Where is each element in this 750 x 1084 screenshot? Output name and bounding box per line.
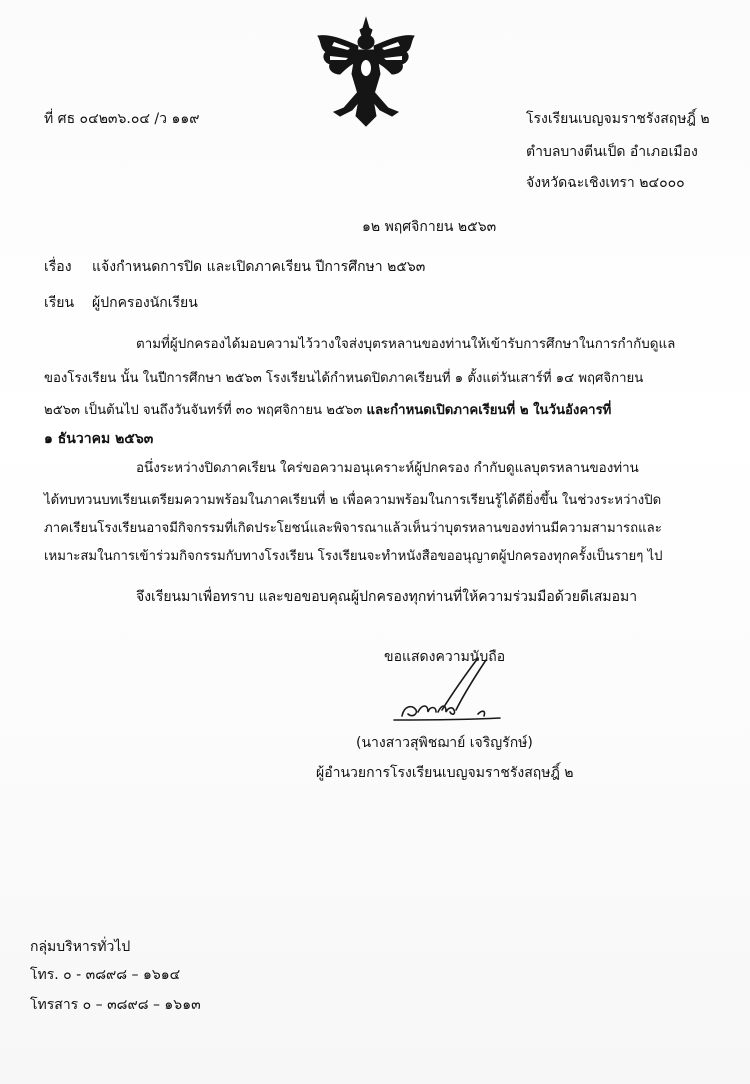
subject-text: แจ้งกำหนดการปิด และเปิดภาคเรียน ปีการศึกษา ๒๕๖๓ [92,259,426,275]
body-p1-line3-normal: ๒๕๖๓ เป็นต้นไป จนถึงวันจันทร์ที่ ๓๐ พฤศจิกายน ๒๕๖๓ [44,403,367,418]
body-p3: จึงเรียนมาเพื่อทราบ และขอขอบคุณผู้ปกครองทุกท่านที่ให้ความร่วมมือด้วยดีเสมอมา [136,589,638,605]
body-p2-line4: เหมาะสมในการเข้าร่วมกิจกรรมกับทางโรงเรียน โรงเรียนจะทำหนังสือขออนุญาตผู้ปกครองทุกครั้งเป็นรายๆ ไป [44,549,663,564]
signature-icon [382,654,512,726]
body-p1-line4: ๑ ธันวาคม ๒๕๖๓ [44,431,154,447]
body-p1-line1: ตามที่ผู้ปกครองได้มอบความไว้วางใจส่งบุตรหลานของท่านให้เข้ารับการศึกษาในการกำกับดูแล [136,337,676,352]
closing-regards: ขอแสดงความนับถือ [384,649,506,665]
footer-department: กลุ่มบริหารทั่วไป [30,939,131,955]
reference-number: ที่ ศธ ๐๔๒๓๖.๐๔ /ว ๑๑๙ [44,111,200,127]
recipient-text: ผู้ปกครองนักเรียน [92,295,198,311]
body-p1-line3 [44,402,611,420]
letter-date: ๑๒ พฤศจิกายน ๒๕๖๓ [362,219,497,235]
school-address-line1: ตำบลบางตีนเป็ด อำเภอเมือง [526,144,698,160]
school-address-line2: จังหวัดฉะเชิงเทรา ๒๔๐๐๐ [526,175,685,191]
body-p2-line3: ภาคเรียนโรงเรียนอาจมีกิจกรรมที่เกิดประโยชน์และพิจารณาแล้วเห็นว่าบุตรหลานของท่านมีความสามารถและ [44,521,662,536]
body-p1-line2: ของโรงเรียน นั้น ในปีการศึกษา ๒๕๖๓ โรงเรียนได้กำหนดปิดภาคเรียนที่ ๑ ตั้งแต่วันเสาร์ที่ ๑๔ พฤศจิกายน [44,371,644,386]
subject-label: เรื่อง [44,259,72,275]
signer-title: ผู้อำนวยการโรงเรียนเบญจมราชรังสฤษฎิ์ ๒ [316,765,574,781]
body-p2-line1: อนึ่งระหว่างปิดภาคเรียน ใคร่ขอความอนุเคราะห์ผู้ปกครอง กำกับดูแลบุตรหลานของท่าน [136,461,639,476]
garuda-emblem-icon [314,16,418,128]
body-p2-line2: ได้ทบทวนบทเรียนเตรียมความพร้อมในภาคเรียนที่ ๒ เพื่อความพร้อมในการเรียนรู้ได้ดียิ่งขึ้น ในช่วงระหว่างปิด [44,493,662,508]
recipient-label: เรียน [44,295,75,311]
body-p1-line3-bold: และกำหนดเปิดภาคเรียนที่ ๒ ในวันอังคารที่ [366,403,612,418]
signer-name: (นางสาวสุพิชฌาย์ เจริญรักษ์) [356,735,533,751]
school-name: โรงเรียนเบญจมราชรังสฤษฎิ์ ๒ [526,111,710,127]
footer-fax: โทรสาร ๐ – ๓๘๙๘ – ๑๖๑๓ [30,997,201,1013]
footer-phone: โทร. ๐ - ๓๘๙๘ – ๑๖๑๔ [30,967,181,983]
